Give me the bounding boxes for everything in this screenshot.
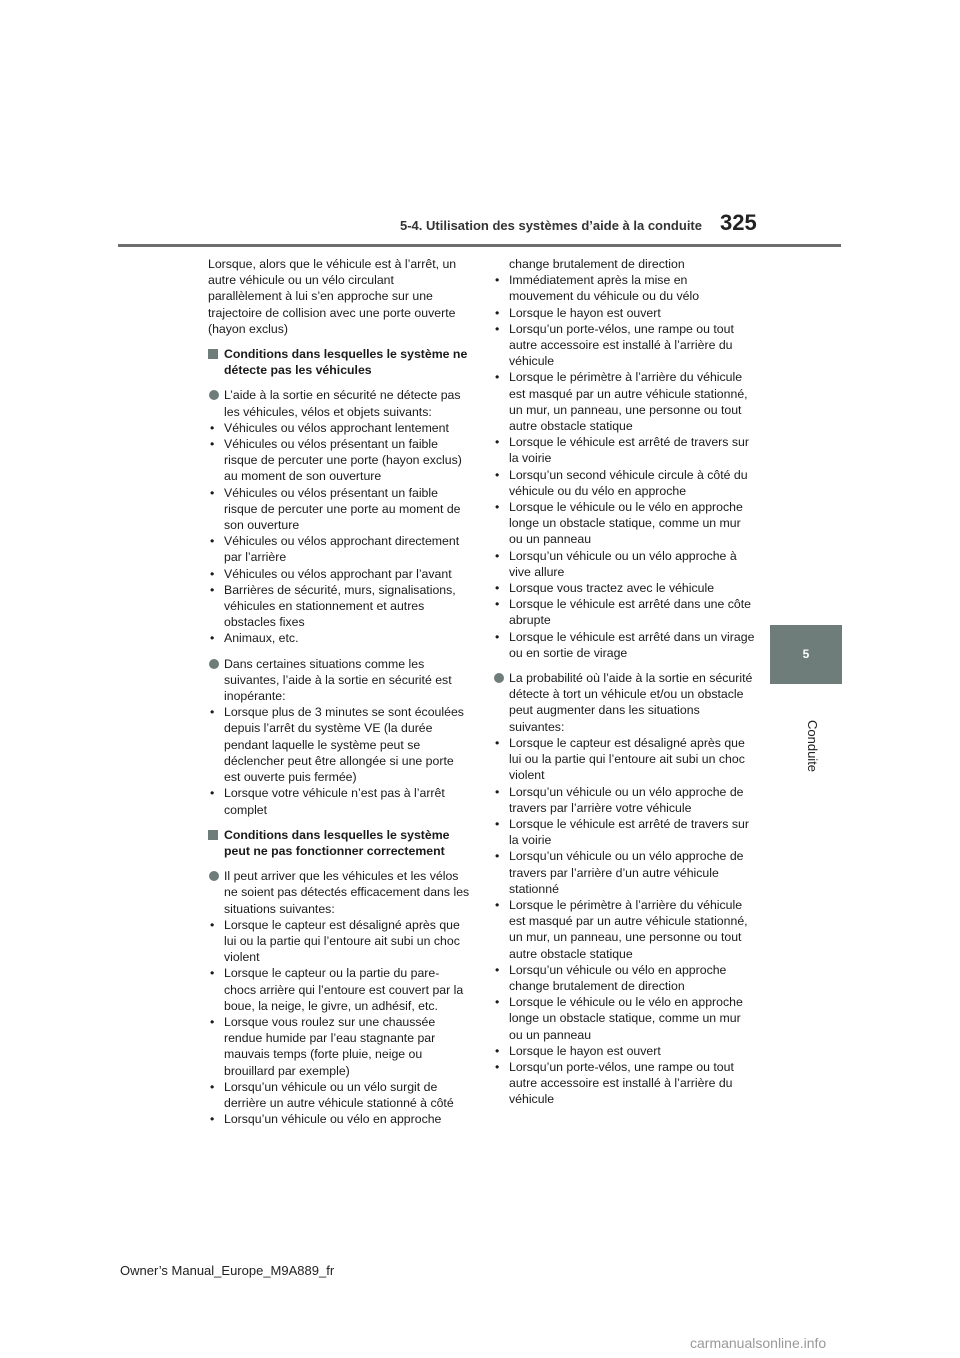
list-item: • Barrières de sécurité, murs, signalisations, véhicules en stationnement et autres obstacles fixes [210,582,456,630]
bullet-paragraph [208,387,470,419]
list-item: • Lorsqu’un véhicule ou un vélo approche de travers par l’arrière votre véhicule [495,784,744,815]
circle-bullet-icon [209,871,219,881]
item-list [208,420,470,647]
list-item: • Lorsqu’un véhicule ou vélo en approche change brutalement de direction [495,962,727,993]
list-item: • Lorsqu’un porte-vélos, une rampe ou tout autre accessoire est installé à l’arrière du véhicule [495,321,734,369]
list-item: • Lorsque plus de 3 minutes se sont écoulées depuis l’arrêt du système VE (la durée pendant laquelle le système peut se déclencher peut être allongée si une porte est ouverte puis fermée) [210,705,464,785]
bullet-paragraph [208,868,470,917]
list-item: • Lorsque le capteur est désaligné après que lui ou la partie qui l’entoure ait subi un choc violent [495,735,745,783]
list-item: • Animaux, etc. [210,631,299,646]
list-item: • Lorsque le véhicule est arrêté de travers sur la voirie [495,435,749,466]
list-item: • Lorsque le périmètre à l’arrière du véhicule est masqué par un autre véhicule stationné, un mur, un panneau, une personne ou tout autre obstacle statique [495,370,748,434]
list-item: • Lorsque le hayon est ouvert [495,305,661,320]
bullet-text: L’aide à la sortie en sécurité ne détecte pas les véhicules, vélos et objets suivants: [224,388,461,419]
list-item: • Lorsqu’un porte-vélos, une rampe ou tout autre accessoire est installé à l’arrière du véhicule [495,1059,734,1107]
list-item: • Lorsque le capteur est désaligné après que lui ou la partie qui l’entoure ait subi un choc violent [210,917,460,965]
item-list [493,735,755,1108]
square-bullet-icon [208,830,218,840]
list-item: • Lorsque votre véhicule n’est pas à l’arrêt complet [210,786,445,817]
footer-manual-id: Owner’s Manual_Europe_M9A889_fr [120,1263,335,1278]
list-item: • Lorsque le véhicule est arrêté dans un virage ou en sortie de virage [495,629,755,660]
list-item: • Lorsqu’un véhicule ou un vélo approche de travers par l’arrière d’un autre véhicule stationné [495,849,744,896]
list-item: • Véhicules ou vélos présentant un faible risque de percuter une porte au moment de son ouverture [210,485,461,533]
list-item: • Lorsqu’un véhicule ou un vélo approche à vive allure [495,548,737,579]
list-item: • Véhicules ou vélos approchant directement par l’arrière [210,534,460,565]
bullet-paragraph [493,670,755,735]
bullet-text: Il peut arriver que les véhicules et les vélos ne soient pas détectés efficacement dans les situations suivantes: [224,869,470,916]
watermark: carmanualsonline.info [690,1335,827,1351]
bullet-text: La probabilité où l’aide à la sortie en sécurité détecte à tort un véhicule et/ou un obstacle peut augmenter dans les situations suivantes: [509,671,753,734]
circle-bullet-icon [494,673,504,683]
list-item: • Lorsque le capteur ou la partie du pare-chocs arrière qui l’entoure est couvert par la boue, la neige, le givre, un adhésif, etc. [210,966,464,1013]
heading-text: Conditions dans lesquelles le système ne détecte pas les véhicules [224,347,468,378]
section-heading [208,827,470,859]
chapter-tab: 5 [770,625,842,684]
intro-paragraph: Lorsque, alors que le véhicule est à l’arrêt, un autre véhicule ou un vélo circulant parallèlement à lui s’en approche sur une trajectoire de collision avec une porte ouverte (hayon exclus) [208,257,457,336]
list-item: • Lorsque le hayon est ouvert [495,1043,661,1058]
list-item: • Lorsque le véhicule ou le vélo en approche longe un obstacle statique, comme un mur ou un panneau [495,500,743,547]
bullet-paragraph [208,656,470,705]
list-item: • Véhicules ou vélos approchant lentement [210,420,449,435]
list-item: • Lorsque le véhicule est arrêté de travers sur la voirie [495,816,749,848]
list-item: • Lorsque le périmètre à l’arrière du véhicule est masqué par un autre véhicule stationné, un mur, un panneau, une personne ou tout autre obstacle statique [495,897,748,961]
list-item: • Lorsque le véhicule est arrêté dans une côte abrupte [495,597,751,628]
list-item: • Lorsque vous roulez sur une chaussée rendue humide par l’eau stagnante par mauvais temps (forte pluie, neige ou brouillard par exemple) [210,1014,436,1078]
list-item: • Lorsqu’un second véhicule circule à côté du véhicule ou du vélo en approche [495,467,748,498]
bullet-text: Dans certaines situations comme les suivantes, l’aide à la sortie en sécurité est inopérante: [224,656,452,704]
heading-text: Conditions dans lesquelles le système peut ne pas fonctionner correctement [224,827,450,858]
item-list [493,272,755,661]
list-item: • Lorsqu’un véhicule ou vélo en approche [210,1112,442,1127]
list-item: • Véhicules ou vélos présentant un faible risque de percuter une porte (hayon exclus) au moment de son ouverture [210,437,462,484]
list-item: • Immédiatement après la mise en mouvement du véhicule ou du vélo [495,273,700,304]
left-column [208,256,470,1136]
item-list [208,704,470,817]
page-number: 325 [720,210,757,235]
list-item: • Lorsque le véhicule ou le vélo en approche longe un obstacle statique, comme un mur ou un panneau [495,995,743,1042]
list-item: • Lorsqu’un véhicule ou un vélo surgit de derrière un autre véhicule stationné à côté [210,1079,454,1110]
circle-bullet-icon [209,390,219,400]
chapter-label: Conduite [805,720,820,773]
circle-bullet-icon [209,659,219,669]
item-list [208,917,470,1128]
continued-text: change brutalement de direction [509,257,685,271]
section-heading [208,346,470,378]
list-item: • Lorsque vous tractez avec le véhicule [495,581,715,596]
right-column [493,256,755,1117]
list-item: • Véhicules ou vélos approchant par l’avant [210,566,452,581]
section-title: 5-4. Utilisation des systèmes d’aide à la conduite [400,218,702,233]
header-divider [118,244,841,247]
square-bullet-icon [208,349,218,359]
